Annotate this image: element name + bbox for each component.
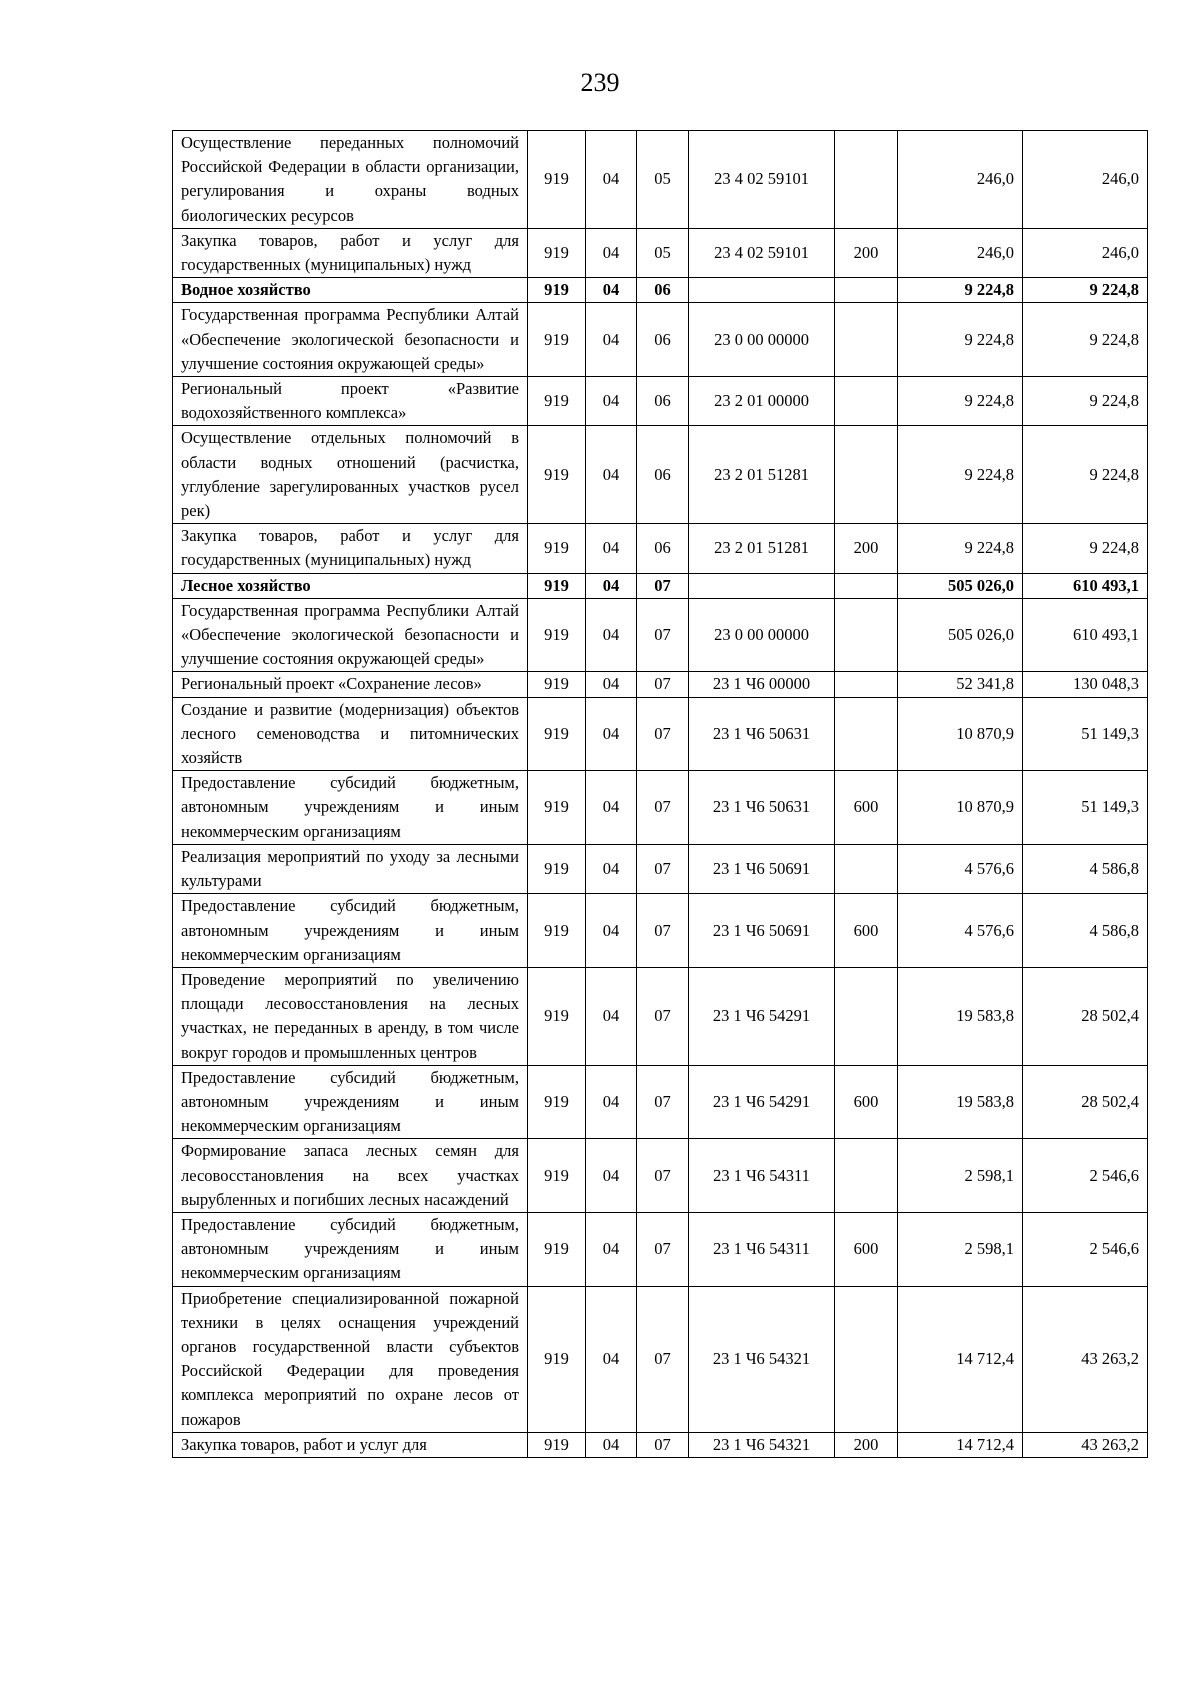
row-amount-year1-cell: 9 224,8 [898,278,1023,303]
row-target-article-cell: 23 0 00 00000 [689,303,835,377]
table-row [173,228,1148,277]
row-grbs-cell: 919 [528,771,586,845]
row-expense-type-cell [835,377,898,426]
table-body [173,131,1148,1458]
row-expense-type-cell: 600 [835,894,898,968]
row-amount-year2-cell: 246,0 [1023,228,1148,277]
row-grbs-cell: 919 [528,894,586,968]
row-amount-year1-cell: 2 598,1 [898,1139,1023,1213]
row-expense-type-cell: 600 [835,1065,898,1139]
table-row [173,377,1148,426]
row-section-cell: 04 [586,228,637,277]
row-target-article-cell: 23 1 Ч6 50631 [689,697,835,771]
row-amount-year1-cell: 19 583,8 [898,967,1023,1065]
row-expense-type-cell [835,844,898,893]
row-grbs-cell: 919 [528,844,586,893]
row-name-cell: Предоставление субсидий бюджетным, автономным учреждениям и иным некоммерческим организациям [173,1065,528,1139]
row-target-article-cell: 23 1 Ч6 54311 [689,1212,835,1286]
row-target-article-cell: 23 2 01 00000 [689,377,835,426]
row-amount-year2-cell: 51 149,3 [1023,771,1148,845]
row-amount-year1-cell: 9 224,8 [898,524,1023,573]
row-amount-year1-cell: 246,0 [898,228,1023,277]
row-amount-year1-cell: 9 224,8 [898,426,1023,524]
row-expense-type-cell [835,131,898,229]
row-name-cell: Приобретение специализированной пожарной техники в целях оснащения учреждений органов государственной власти субъектов Российской Федерации для проведения комплекса мероприятий по охране лесов от пожаров [173,1286,528,1432]
row-subsection-cell: 06 [637,426,689,524]
row-target-article-cell: 23 1 Ч6 54321 [689,1286,835,1432]
row-expense-type-cell [835,697,898,771]
row-section-cell: 04 [586,1212,637,1286]
row-subsection-cell: 07 [637,672,689,697]
table-row [173,1432,1148,1457]
row-grbs-cell: 919 [528,278,586,303]
table-row [173,598,1148,672]
row-target-article-cell: 23 2 01 51281 [689,426,835,524]
row-section-cell: 04 [586,771,637,845]
row-section-cell: 04 [586,1432,637,1457]
row-amount-year2-cell: 2 546,6 [1023,1139,1148,1213]
row-amount-year2-cell: 28 502,4 [1023,1065,1148,1139]
row-target-article-cell: 23 1 Ч6 00000 [689,672,835,697]
row-amount-year1-cell: 52 341,8 [898,672,1023,697]
row-name-cell: Государственная программа Республики Алтай «Обеспечение экологической безопасности и улучшение состояния окружающей среды» [173,598,528,672]
row-amount-year1-cell: 505 026,0 [898,573,1023,598]
row-expense-type-cell [835,573,898,598]
row-subsection-cell: 07 [637,771,689,845]
row-name-cell: Предоставление субсидий бюджетным, автономным учреждениям и иным некоммерческим организациям [173,894,528,968]
table-row [173,967,1148,1065]
row-expense-type-cell [835,1286,898,1432]
row-section-cell: 04 [586,1139,637,1213]
row-subsection-cell: 05 [637,228,689,277]
row-target-article-cell: 23 4 02 59101 [689,131,835,229]
row-expense-type-cell [835,303,898,377]
row-subsection-cell: 05 [637,131,689,229]
row-amount-year1-cell: 14 712,4 [898,1286,1023,1432]
row-expense-type-cell: 200 [835,228,898,277]
row-expense-type-cell: 200 [835,1432,898,1457]
row-subsection-cell: 06 [637,278,689,303]
row-amount-year1-cell: 246,0 [898,131,1023,229]
table-row [173,573,1148,598]
row-amount-year1-cell: 19 583,8 [898,1065,1023,1139]
row-name-cell: Создание и развитие (модернизация) объектов лесного семеноводства и питомнических хозяйств [173,697,528,771]
row-amount-year2-cell: 28 502,4 [1023,967,1148,1065]
row-amount-year1-cell: 4 576,6 [898,844,1023,893]
row-expense-type-cell [835,598,898,672]
row-section-cell: 04 [586,697,637,771]
row-name-cell: Проведение мероприятий по увеличению площади лесовосстановления на лесных участках, не переданных в аренду, в том числе вокруг городов и промышленных центров [173,967,528,1065]
row-name-cell: Осуществление отдельных полномочий в области водных отношений (расчистка, углубление зарегулированных участков русел рек) [173,426,528,524]
row-target-article-cell: 23 0 00 00000 [689,598,835,672]
row-grbs-cell: 919 [528,1212,586,1286]
row-amount-year2-cell: 9 224,8 [1023,524,1148,573]
row-expense-type-cell [835,967,898,1065]
row-grbs-cell: 919 [528,672,586,697]
row-section-cell: 04 [586,967,637,1065]
row-grbs-cell: 919 [528,697,586,771]
row-subsection-cell: 07 [637,1065,689,1139]
row-subsection-cell: 06 [637,303,689,377]
budget-table [172,130,1148,1458]
row-expense-type-cell: 200 [835,524,898,573]
row-grbs-cell: 919 [528,303,586,377]
row-name-cell: Государственная программа Республики Алтай «Обеспечение экологической безопасности и улучшение состояния окружающей среды» [173,303,528,377]
row-target-article-cell: 23 1 Ч6 50691 [689,894,835,968]
row-subsection-cell: 07 [637,1432,689,1457]
row-grbs-cell: 919 [528,967,586,1065]
row-section-cell: 04 [586,573,637,598]
row-expense-type-cell [835,426,898,524]
row-grbs-cell: 919 [528,1286,586,1432]
row-amount-year1-cell: 505 026,0 [898,598,1023,672]
row-subsection-cell: 06 [637,524,689,573]
row-amount-year2-cell: 9 224,8 [1023,377,1148,426]
row-amount-year2-cell: 130 048,3 [1023,672,1148,697]
row-subsection-cell: 07 [637,598,689,672]
row-target-article-cell: 23 1 Ч6 54291 [689,1065,835,1139]
row-subsection-cell: 06 [637,377,689,426]
row-section-cell: 04 [586,598,637,672]
row-name-cell: Предоставление субсидий бюджетным, автономным учреждениям и иным некоммерческим организациям [173,771,528,845]
row-amount-year1-cell: 10 870,9 [898,771,1023,845]
table-row [173,672,1148,697]
table-row [173,1139,1148,1213]
table-row [173,1212,1148,1286]
row-grbs-cell: 919 [528,598,586,672]
table-row [173,894,1148,968]
row-subsection-cell: 07 [637,1286,689,1432]
row-expense-type-cell [835,672,898,697]
table-row [173,771,1148,845]
row-section-cell: 04 [586,1286,637,1432]
row-amount-year2-cell: 2 546,6 [1023,1212,1148,1286]
row-amount-year2-cell: 43 263,2 [1023,1286,1148,1432]
row-section-cell: 04 [586,426,637,524]
row-name-cell: Формирование запаса лесных семян для лесовосстановления на всех участках вырубленных и погибших лесных насаждений [173,1139,528,1213]
row-amount-year2-cell: 246,0 [1023,131,1148,229]
row-amount-year1-cell: 14 712,4 [898,1432,1023,1457]
row-amount-year1-cell: 9 224,8 [898,377,1023,426]
row-section-cell: 04 [586,278,637,303]
row-amount-year2-cell: 51 149,3 [1023,697,1148,771]
row-expense-type-cell: 600 [835,1212,898,1286]
table-row [173,131,1148,229]
row-name-cell: Водное хозяйство [173,278,528,303]
row-name-cell: Закупка товаров, работ и услуг для государственных (муниципальных) нужд [173,228,528,277]
row-grbs-cell: 919 [528,377,586,426]
row-grbs-cell: 919 [528,131,586,229]
row-expense-type-cell [835,1139,898,1213]
row-target-article-cell: 23 4 02 59101 [689,228,835,277]
row-target-article-cell: 23 1 Ч6 50691 [689,844,835,893]
row-subsection-cell: 07 [637,894,689,968]
row-grbs-cell: 919 [528,1432,586,1457]
table-row [173,524,1148,573]
table-row [173,426,1148,524]
row-amount-year2-cell: 4 586,8 [1023,844,1148,893]
row-subsection-cell: 07 [637,1139,689,1213]
row-grbs-cell: 919 [528,1139,586,1213]
row-amount-year2-cell: 610 493,1 [1023,573,1148,598]
row-amount-year2-cell: 9 224,8 [1023,303,1148,377]
row-subsection-cell: 07 [637,844,689,893]
row-section-cell: 04 [586,844,637,893]
row-grbs-cell: 919 [528,228,586,277]
row-amount-year2-cell: 4 586,8 [1023,894,1148,968]
row-grbs-cell: 919 [528,1065,586,1139]
page-number: 239 [580,68,620,97]
row-section-cell: 04 [586,524,637,573]
row-expense-type-cell [835,278,898,303]
row-amount-year2-cell: 610 493,1 [1023,598,1148,672]
row-name-cell: Лесное хозяйство [173,573,528,598]
row-section-cell: 04 [586,672,637,697]
row-subsection-cell: 07 [637,1212,689,1286]
row-target-article-cell: 23 2 01 51281 [689,524,835,573]
row-section-cell: 04 [586,1065,637,1139]
row-name-cell: Реализация мероприятий по уходу за лесными культурами [173,844,528,893]
row-target-article-cell: 23 1 Ч6 54291 [689,967,835,1065]
table-row [173,1065,1148,1139]
table-row [173,303,1148,377]
row-amount-year1-cell: 2 598,1 [898,1212,1023,1286]
row-subsection-cell: 07 [637,697,689,771]
row-target-article-cell [689,573,835,598]
row-name-cell: Осуществление переданных полномочий Российской Федерации в области организации, регулирования и охраны водных биологических ресурсов [173,131,528,229]
row-name-cell: Закупка товаров, работ и услуг для [173,1432,528,1457]
row-section-cell: 04 [586,131,637,229]
row-subsection-cell: 07 [637,573,689,598]
table-row [173,697,1148,771]
row-amount-year2-cell: 9 224,8 [1023,426,1148,524]
row-name-cell: Региональный проект «Развитие водохозяйственного комплекса» [173,377,528,426]
table-row [173,844,1148,893]
row-name-cell: Предоставление субсидий бюджетным, автономным учреждениям и иным некоммерческим организациям [173,1212,528,1286]
row-amount-year1-cell: 4 576,6 [898,894,1023,968]
row-name-cell: Закупка товаров, работ и услуг для государственных (муниципальных) нужд [173,524,528,573]
row-target-article-cell [689,278,835,303]
row-grbs-cell: 919 [528,426,586,524]
row-target-article-cell: 23 1 Ч6 54321 [689,1432,835,1457]
table-row [173,1286,1148,1432]
row-amount-year2-cell: 43 263,2 [1023,1432,1148,1457]
row-expense-type-cell: 600 [835,771,898,845]
row-target-article-cell: 23 1 Ч6 54311 [689,1139,835,1213]
row-target-article-cell: 23 1 Ч6 50631 [689,771,835,845]
row-grbs-cell: 919 [528,573,586,598]
row-grbs-cell: 919 [528,524,586,573]
row-amount-year1-cell: 10 870,9 [898,697,1023,771]
row-subsection-cell: 07 [637,967,689,1065]
row-amount-year1-cell: 9 224,8 [898,303,1023,377]
table-row [173,278,1148,303]
row-section-cell: 04 [586,303,637,377]
row-section-cell: 04 [586,377,637,426]
row-amount-year2-cell: 9 224,8 [1023,278,1148,303]
row-section-cell: 04 [586,894,637,968]
row-name-cell: Региональный проект «Сохранение лесов» [173,672,528,697]
